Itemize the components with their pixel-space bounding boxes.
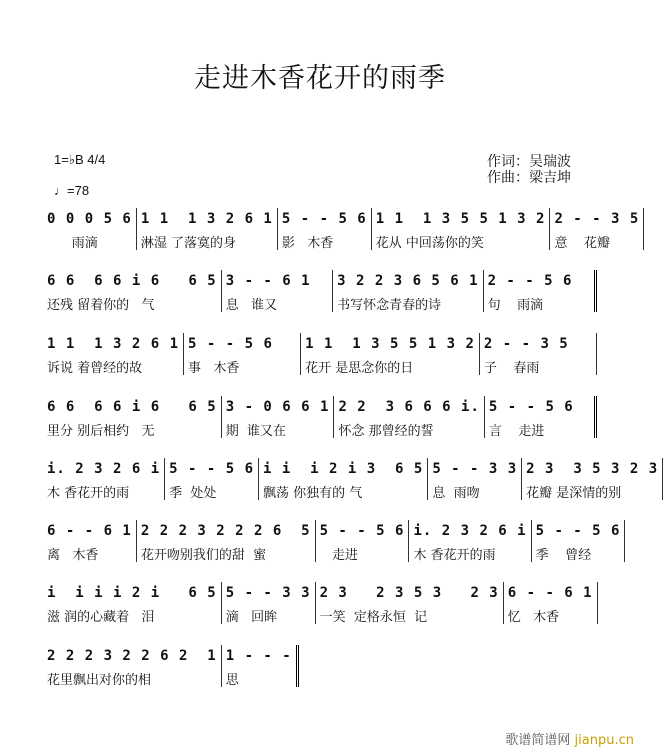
- measure-notes: 5 - - 5 6: [319, 523, 405, 539]
- measure-lyrics: 飘荡 你独有的 气: [263, 486, 363, 501]
- measure: [278, 208, 372, 250]
- measure-notes: i i i 2 i 3 6 5: [263, 461, 424, 477]
- measure-lyrics: 雨滴: [47, 236, 98, 251]
- measure-lyrics: 忆 木香: [507, 610, 560, 625]
- measure-notes: 5 - - 5 6: [169, 461, 255, 477]
- measure-notes: 5 - - 5 6: [188, 336, 273, 352]
- measure-notes: 5 - - 5 6: [488, 399, 574, 415]
- measure-notes: 2 - - 3 5: [554, 211, 640, 227]
- measure: [47, 396, 222, 438]
- measure-notes: 1 1 1 3 2 6 1: [47, 336, 180, 352]
- measure-lyrics: 花里飘出对你的相: [47, 673, 152, 688]
- measure-lyrics: 里分 别后相约 无: [47, 424, 155, 439]
- measure-lyrics: 事 木香: [188, 361, 240, 376]
- measure-lyrics: 滴 回眸: [225, 610, 278, 625]
- measure-lyrics: 影 木香: [281, 236, 334, 251]
- measure: [480, 333, 597, 375]
- score-line: [47, 333, 597, 375]
- measure-notes: 3 - 0 6 6 1: [225, 399, 330, 415]
- measure-notes: 3 2 2 3 6 5 6 1: [337, 273, 479, 289]
- measure-notes: i i i i 2 i 6 5: [47, 585, 217, 601]
- measure-lyrics: 花从 中回荡你的笑: [375, 236, 484, 251]
- measure: [47, 458, 165, 500]
- score-line: [47, 645, 292, 688]
- measure-lyrics: 走进: [319, 548, 358, 563]
- measure: [484, 270, 597, 312]
- measure: [316, 520, 410, 562]
- measure-lyrics: 还残 留着你的 气: [47, 298, 155, 313]
- measure: [47, 520, 137, 562]
- measure: [47, 333, 184, 375]
- measure: [316, 582, 504, 624]
- measure-notes: 5 - - 5 6: [281, 211, 367, 227]
- measure-notes: 1 1 1 3 5 5 1 3 2: [375, 211, 546, 227]
- measure: [137, 520, 316, 562]
- score-line: [47, 582, 597, 624]
- measure-notes: 1 1 1 3 2 6 1: [140, 211, 273, 227]
- measure: [47, 582, 222, 624]
- measure-notes: i. 2 3 2 6 i: [47, 461, 161, 477]
- measure-notes: 5 - - 5 6: [535, 523, 621, 539]
- score-line: [47, 520, 621, 563]
- measure: [428, 458, 522, 500]
- measure: [222, 582, 316, 624]
- measure: [222, 396, 335, 438]
- composer: 作曲：梁吉坤: [487, 170, 571, 186]
- measure-notes: 6 6 6 6 i 6 6 5: [47, 399, 217, 415]
- key-signature: 1=♭B 4/4: [54, 152, 106, 167]
- measure-lyrics: 一笑 定格永恒 记: [319, 610, 428, 625]
- measure: [137, 208, 278, 250]
- measure-lyrics: 木 香花开的雨: [413, 548, 496, 563]
- measure-lyrics: 息 雨吻: [432, 486, 480, 501]
- measure: [47, 270, 222, 312]
- song-title: 走进木香花开的雨季: [194, 63, 446, 94]
- measure-notes: 2 3 2 3 5 3 2 3: [319, 585, 499, 601]
- measure: [334, 396, 484, 438]
- credits: [487, 154, 571, 186]
- score-line: [47, 208, 640, 251]
- measure-lyrics: 言 走进: [488, 424, 545, 439]
- measure-lyrics: 花瓣 是深情的别: [526, 486, 622, 501]
- measure-notes: 5 - - 3 3: [225, 585, 311, 601]
- measure: [47, 208, 137, 250]
- measure-notes: 6 - - 6 1: [507, 585, 593, 601]
- measure-lyrics: 淋湿 了落寞的身: [140, 236, 236, 251]
- score-line: [47, 270, 597, 312]
- measure-notes: 6 6 6 6 i 6 6 5: [47, 273, 217, 289]
- measure-lyrics: 意 花瓣: [554, 236, 610, 251]
- measure-lyrics: 怀念 那曾经的誓: [338, 424, 434, 439]
- measure-lyrics: 滋 润的心藏着 泪: [47, 610, 155, 625]
- measure-lyrics: 句 雨滴: [487, 298, 544, 313]
- measure: [301, 333, 480, 375]
- measure: [184, 333, 301, 375]
- measure: [485, 396, 597, 438]
- measure: [532, 520, 626, 562]
- watermark: [505, 729, 634, 748]
- measure-lyrics: 离 木香: [47, 548, 99, 563]
- measure: [222, 645, 299, 687]
- measure-notes: 3 - - 6 1: [225, 273, 311, 289]
- measure-lyrics: 诉说 着曾经的故: [47, 361, 143, 376]
- measure-notes: 2 2 2 3 2 2 6 2 1: [47, 648, 217, 664]
- lyricist: 作词：吴瑞波: [487, 154, 571, 170]
- measure: [550, 208, 644, 250]
- measure: [409, 520, 531, 562]
- measure: [333, 270, 483, 312]
- measure-lyrics: 季 处处: [169, 486, 217, 501]
- measure: [222, 270, 333, 312]
- score-line: [47, 396, 597, 438]
- measure: [165, 458, 259, 500]
- measure-lyrics: 思: [225, 673, 239, 688]
- measure-lyrics: 花开 是思念你的日: [305, 361, 414, 376]
- measure-notes: 2 3 3 5 3 2 3: [526, 461, 659, 477]
- measure: [522, 458, 663, 500]
- measure-notes: 1 1 1 3 5 5 1 3 2: [305, 336, 475, 352]
- measure-notes: 5 - - 3 3: [432, 461, 518, 477]
- measure-lyrics: 花开吻别我们的甜 蜜: [140, 548, 267, 563]
- measure-notes: 1 - - -: [225, 648, 292, 664]
- measure-lyrics: 期 谁又在: [225, 424, 286, 439]
- measure-notes: 0 0 0 5 6: [47, 211, 132, 227]
- measure-notes: 2 2 3 6 6 6 i.: [338, 399, 480, 415]
- measure-notes: 6 - - 6 1: [47, 523, 132, 539]
- watermark-site: 歌谱简谱网: [505, 733, 571, 748]
- measure: [372, 208, 551, 250]
- measure-lyrics: 书写怀念青春的诗: [337, 298, 442, 313]
- tempo-marking: ♩=78: [54, 183, 90, 198]
- measure-notes: 2 - - 5 6: [487, 273, 573, 289]
- measure: [259, 458, 428, 500]
- measure: [47, 645, 222, 687]
- measure-lyrics: 息 谁又: [225, 298, 278, 313]
- measure-notes: i. 2 3 2 6 i: [413, 523, 527, 539]
- measure-lyrics: 子 春雨: [483, 361, 540, 376]
- watermark-url: jianpu.cn: [574, 733, 634, 748]
- measure-notes: 2 2 2 3 2 2 2 6 5: [140, 523, 311, 539]
- measure-notes: 2 - - 3 5: [483, 336, 569, 352]
- measure: [504, 582, 598, 624]
- measure-lyrics: 季 曾经: [535, 548, 592, 563]
- score-line: [47, 458, 659, 501]
- measure-lyrics: 木 香花开的雨: [47, 486, 130, 501]
